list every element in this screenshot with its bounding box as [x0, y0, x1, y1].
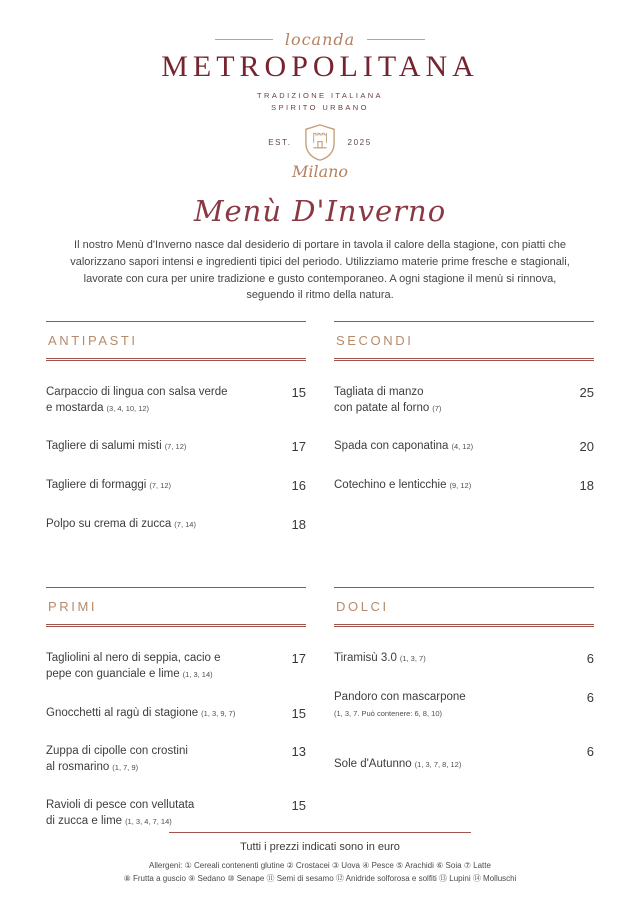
- brand-taglines: [0, 90, 640, 115]
- city-signature: Milano: [291, 162, 349, 182]
- item-name: Carpaccio di lingua con salsa verde e mostarda (3, 4, 10, 12): [46, 386, 228, 414]
- allergen-legend-line-2: ⑧ Frutta a guscio ⑨ Sedano ⑩ Senape ⑪ Semi di sesamo ⑫ Anidride solforosa e solfiti ⑬ Lupini ⑭ Molluschi: [123, 873, 517, 883]
- allergen-codes: (7): [432, 403, 442, 413]
- section-antipasti: [46, 321, 306, 555]
- menu-title: Menù D'Inverno: [193, 194, 447, 229]
- allergen-codes: (9, 12): [449, 481, 472, 490]
- menu-grid: [0, 321, 640, 853]
- allergen-codes: (1, 3, 7. Può contenere: 6, 8, 10): [334, 708, 442, 718]
- menu-item: [46, 706, 306, 722]
- menu-item: [334, 478, 594, 494]
- item-name: Tagliere di formaggi (7, 12): [46, 479, 172, 491]
- menu-item: [334, 651, 594, 667]
- section-title: ANTIPASTI: [48, 333, 138, 349]
- item-price: 17: [291, 439, 306, 455]
- menu-item: [334, 385, 594, 416]
- allergen-codes: (1, 3, 4, 7, 14): [125, 817, 172, 826]
- right-rule: [367, 39, 425, 40]
- item-price: 17: [291, 651, 306, 667]
- menu-item: [334, 439, 594, 455]
- section-items: [46, 361, 306, 532]
- allergen-codes: (1, 7, 9): [112, 762, 139, 772]
- item-name: Tiramisù 3.0 (1, 3, 7): [334, 652, 426, 665]
- menu-item: [46, 478, 306, 494]
- menu-item: [46, 651, 306, 682]
- menu-item: [46, 798, 306, 829]
- item-price: 6: [586, 651, 594, 667]
- footer-rule: [169, 832, 471, 834]
- allergen-codes: (7, 12): [164, 442, 187, 452]
- section-title: SECONDI: [336, 333, 414, 349]
- allergen-codes: (4, 12): [451, 442, 474, 452]
- brand-overtitle-row: [0, 30, 640, 48]
- menu-item: [46, 744, 306, 775]
- footer: [0, 832, 640, 885]
- allergen-legend-line-1: Allergeni: ① Cereali contenenti glutine ② Crostacei ③ Uova ④ Pesce ⑤ Arachidi ⑥ Soia ⑦ Latte: [149, 861, 491, 871]
- item-name: Tagliolini al nero di seppia, cacio e pepe con guanciale e lime (1, 3, 14): [46, 652, 221, 680]
- item-price: 15: [291, 705, 306, 721]
- section-items: [46, 627, 306, 829]
- est-label: EST.: [268, 137, 292, 147]
- item-price: 18: [291, 516, 306, 532]
- section-title: DOLCI: [336, 599, 389, 615]
- castle-shield-icon: [305, 124, 335, 161]
- item-price: 6: [586, 689, 594, 705]
- item-price: 13: [291, 744, 306, 760]
- item-price: 15: [291, 798, 306, 814]
- price-note: Tutti i prezzi indicati sono in euro: [240, 841, 400, 854]
- item-name: Ravioli di pesce con vellutata di zucca e lime (1, 3, 4, 7, 14): [46, 799, 195, 827]
- section-header: [334, 587, 594, 627]
- section-items: [334, 627, 594, 773]
- item-price: 20: [579, 439, 594, 455]
- established-row: [0, 123, 640, 161]
- menu-intro: Il nostro Menù d'Inverno nasce dal desiderio di portare in tavola il calore della stagione, con piatti che valorizzano sapori intensi e ingredienti tipici del periodo. Utilizziamo materie prime fresche e stagionali, lavorate con cura per unire tradizione e gusto contemporaneo. A ogni stagione il menù si rinnova, seguendo il ritmo della natura.: [70, 239, 570, 302]
- menu-item: [46, 439, 306, 455]
- brand-name: METROPOLITANA: [161, 50, 479, 83]
- item-name: Gnocchetti al ragù di stagione (1, 3, 9, 7): [46, 706, 236, 719]
- menu-item: [334, 690, 594, 721]
- allergen-codes: (1, 3, 7, 8, 12): [414, 760, 462, 770]
- item-name: Sole d'Autunno (1, 3, 7, 8, 12): [334, 758, 462, 771]
- item-name: Cotechino e lenticchie (9, 12): [334, 479, 472, 491]
- item-name: Spada con caponatina (4, 12): [334, 440, 474, 453]
- allergen-codes: (1, 3, 14): [182, 669, 213, 679]
- brand-tagline-1: TRADIZIONE ITALIANA: [257, 90, 383, 100]
- left-rule: [215, 39, 273, 40]
- menu-item: [334, 744, 594, 773]
- menu-item: [46, 517, 306, 533]
- item-name: Polpo su crema di zucca (7, 14): [46, 517, 196, 530]
- item-price: 15: [291, 385, 306, 401]
- item-price: 18: [579, 478, 594, 493]
- item-name: Tagliere di salumi misti (7, 12): [46, 440, 187, 453]
- allergen-codes: (1, 3, 7): [399, 654, 426, 664]
- section-header: [46, 321, 306, 361]
- brand-overtitle: locanda: [284, 29, 356, 49]
- section-title: PRIMI: [48, 599, 98, 615]
- menu-item: [46, 385, 306, 416]
- item-name: Zuppa di cipolle con crostini al rosmarino (1, 7, 9): [46, 745, 188, 773]
- section-header: [334, 321, 594, 361]
- allergen-codes: (3, 4, 10, 12): [106, 403, 150, 413]
- section-primi: [46, 587, 306, 852]
- est-year: 2025: [347, 137, 372, 147]
- item-name: Pandoro con mascarpone (1, 3, 7. Può contenere: 6, 8, 10): [334, 690, 466, 718]
- section-header: [46, 587, 306, 627]
- item-price: 25: [579, 385, 594, 401]
- allergen-codes: (7, 12): [149, 481, 172, 490]
- item-name: Tagliata di manzo con patate al forno (7): [334, 386, 442, 414]
- brand-tagline-2: SPIRITO URBANO: [271, 102, 369, 112]
- item-price: 6: [586, 744, 594, 760]
- allergen-codes: (7, 14): [174, 519, 196, 529]
- section-items: [334, 361, 594, 494]
- brand-header: [0, 30, 640, 184]
- allergen-codes: (1, 3, 9, 7): [201, 708, 236, 718]
- section-secondi: [334, 321, 594, 555]
- section-dolci: [334, 587, 594, 852]
- item-price: 16: [291, 478, 306, 493]
